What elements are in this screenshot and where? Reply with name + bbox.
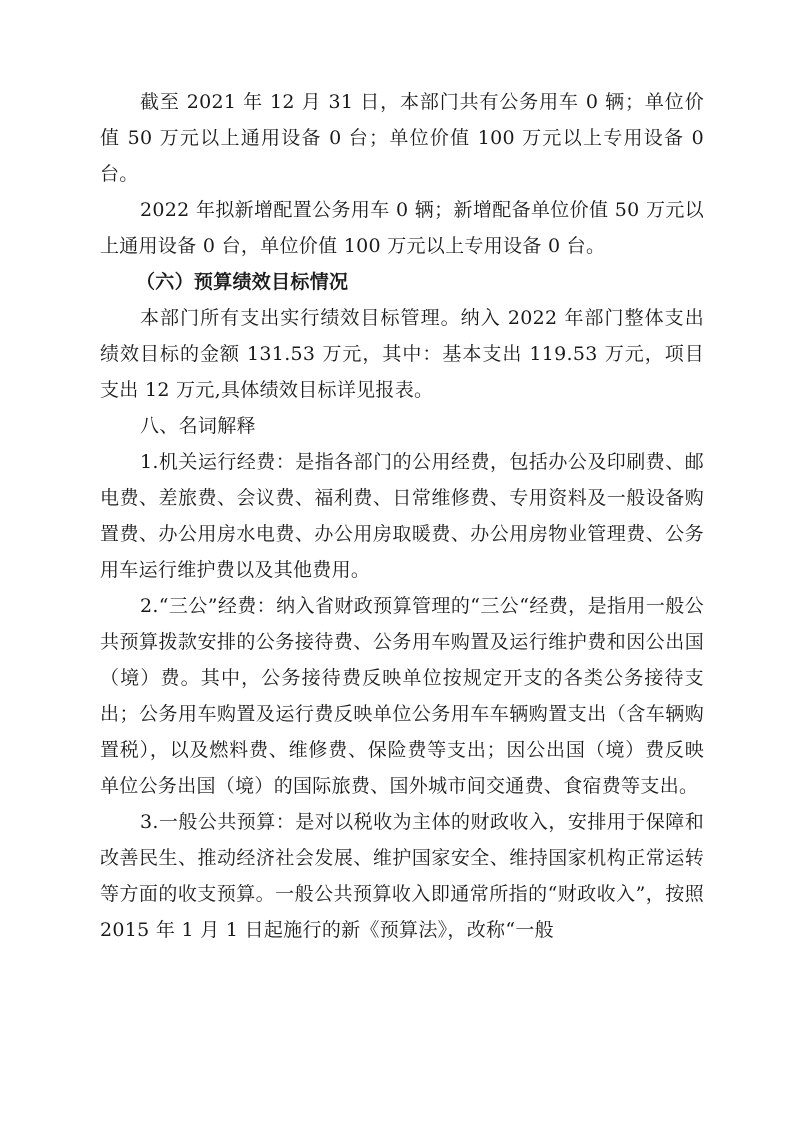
paragraph-vehicles-2021: 截至 2021 年 12 月 31 日，本部门共有公务用车 0 辆；单位价值 50 万元以上通用设备 0 台；单位价值 100 万元以上专用设备 0 台。: [100, 91, 704, 185]
heading-section-6: （六）预算绩效目标情况: [136, 271, 349, 293]
document-body: [100, 84, 704, 948]
heading-section-8: 八、名词解释: [140, 415, 256, 437]
paragraph-definition-1: 1.机关运行经费：是指各部门的公用经费，包括办公及印刷费、邮电费、差旅费、会议费、福利费、日常维修费、专用资料及一般设备购置费、办公用房水电费、办公用房取暖费、办公用房物业管理费、公务用车运行维护费以及其他费用。: [100, 451, 704, 581]
paragraph-definition-2: 2.“三公”经费：纳入省财政预算管理的“三公“经费，是指用一般公共预算拨款安排的公务接待费、公务用车购置及运行维护费和因公出国（境）费。其中，公务接待费反映单位按规定开支的各类公务接待支出；公务用车购置及运行费反映单位公务用车车辆购置支出（含车辆购置税），以及燃料费、维修费、保险费等支出；因公出国（境）费反映单位公务出国（境）的国际旅费、国外城市间交通费、食宿费等支出。: [100, 595, 704, 797]
paragraph-plan-2022: 2022 年拟新增配置公务用车 0 辆；新增配备单位价值 50 万元以上通用设备 0 台，单位价值 100 万元以上专用设备 0 台。: [100, 199, 704, 257]
paragraph-definition-3: 3.一般公共预算：是对以税收为主体的财政收入，安排用于保障和改善民生、推动经济社会发展、维护国家安全、维持国家机构正常运转等方面的收支预算。一般公共预算收入即通常所指的“财政收入”，按照 2015 年 1 月 1 日起施行的新《预算法》，改称“一般: [100, 811, 704, 941]
paragraph-performance: 本部门所有支出实行绩效目标管理。纳入 2022 年部门整体支出绩效目标的金额 131.53 万元，其中：基本支出 119.53 万元，项目支出 12 万元,具体绩效目标详见报表。: [100, 307, 704, 401]
